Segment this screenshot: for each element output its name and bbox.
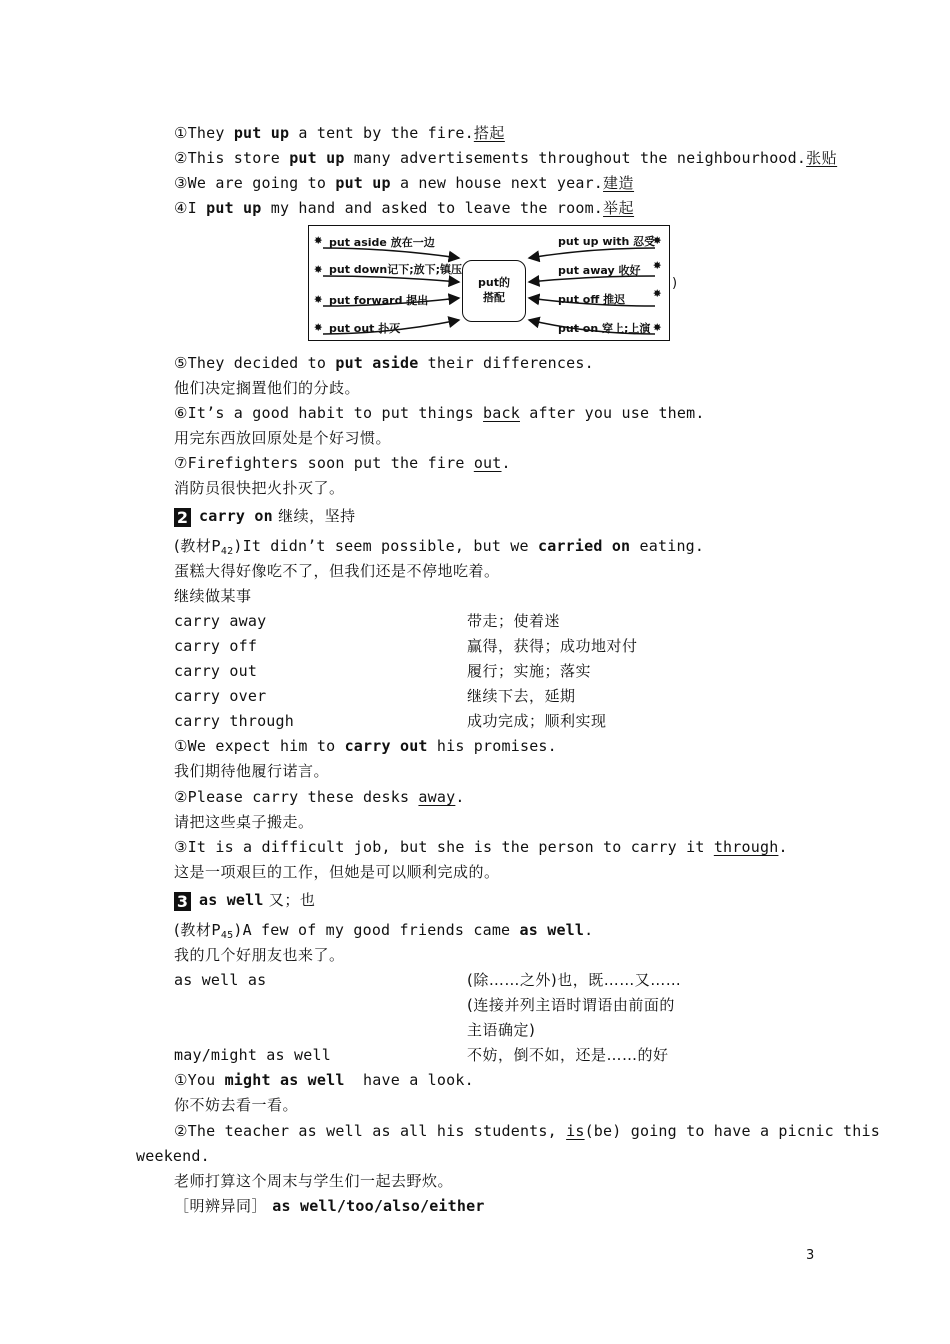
phrase-meaning: 带走；使着迷 bbox=[467, 612, 561, 630]
phrase-meaning: 主语确定) bbox=[467, 1021, 536, 1039]
splat-icon: ✸ bbox=[314, 319, 323, 335]
textbook-source-sentence: (教材$P_{42})It$ didn’t seem possible, but we carried on eating. bbox=[174, 537, 705, 557]
translation: 我的几个好朋友也来了。 bbox=[174, 946, 345, 964]
phrase-meaning: 继续下去，延期 bbox=[467, 687, 576, 705]
translation: 老师打算这个周末与学生们一起去野炊。 bbox=[174, 1172, 454, 1190]
splat-icon: ✸ bbox=[314, 232, 323, 248]
translation: 蛋糕大得好像吃不了，但我们还是不停地吃着。 bbox=[174, 562, 500, 580]
usage-note: 继续做某事 bbox=[174, 587, 252, 605]
example-as-well-as: ②The teacher as well as all his students, is(be) going to have a picnic this bbox=[174, 1122, 880, 1140]
section-3-heading: 3 as well 又；也 bbox=[174, 890, 315, 911]
diagram-right-label: put on 穿上;上演 bbox=[558, 322, 651, 335]
example-put-up-1: ①They put up a tent by the fire.搭起 bbox=[174, 124, 505, 142]
diagram-left-label: put forward 提出 bbox=[329, 294, 429, 307]
diagram-left-label: put out 扑灭 bbox=[329, 322, 401, 335]
splat-icon: ✸ bbox=[653, 319, 662, 335]
diagram-right-label: put away 收好 bbox=[558, 264, 641, 277]
example-might-as-well: ①You might as well have a look. bbox=[174, 1071, 474, 1089]
diagram-center-box bbox=[462, 260, 526, 322]
phrase-meaning: 赢得，获得；成功地对付 bbox=[467, 637, 638, 655]
compare-heading: ［明辨异同］ as well/too/also/either bbox=[174, 1197, 485, 1215]
phrase-meaning: (连接并列主语时谓语由前面的 bbox=[467, 996, 675, 1014]
phrase-row: may/might as well bbox=[174, 1046, 331, 1064]
section-2-heading: 2 carry on 继续，坚持 bbox=[174, 506, 356, 527]
example-put-back: ⑥It’s a good habit to put things back after you use them. bbox=[174, 404, 705, 422]
phrase-meaning: 成功完成；顺利实现 bbox=[467, 712, 607, 730]
example-wrap-line: weekend. bbox=[136, 1147, 210, 1165]
example-put-up-2: ②This store put up many advertisements throughout the neighbourhood.张贴 bbox=[174, 149, 838, 167]
phrase-row: carry out bbox=[174, 662, 258, 680]
translation: 你不妨去看一看。 bbox=[174, 1096, 299, 1114]
phrase-meaning: (除……之外)也，既……又…… bbox=[467, 971, 682, 989]
translation: 请把这些桌子搬走。 bbox=[174, 813, 314, 831]
phrase-meaning: 不妨，倒不如，还是……的好 bbox=[467, 1046, 669, 1064]
example-put-up-4: ④I put up my hand and asked to leave the room.举起 bbox=[174, 199, 635, 217]
put-collocation-diagram bbox=[308, 225, 670, 341]
splat-icon: ✸ bbox=[314, 261, 323, 277]
section-number-badge: 3 bbox=[174, 892, 191, 911]
example-carry-out: ①We expect him to carry out his promises. bbox=[174, 737, 557, 755]
phrase-row: as well as bbox=[174, 971, 267, 989]
example-put-aside: ⑤They decided to put aside their differences. bbox=[174, 354, 594, 372]
page-number: 3 bbox=[806, 1248, 815, 1263]
diagram-left-label: put down记下;放下;镇压 bbox=[329, 263, 463, 276]
diagram-center-line: 搭配 bbox=[483, 291, 505, 304]
diagram-center-line: put的 bbox=[478, 276, 510, 289]
phrase-row: carry over bbox=[174, 687, 267, 705]
example-put-up-3: ③We are going to put up a new house next year.建造 bbox=[174, 174, 635, 192]
diagram-right-label: put off 推迟 bbox=[558, 293, 626, 306]
section-number-badge: 2 bbox=[174, 508, 191, 527]
translation: 这是一项艰巨的工作，但她是可以顺利完成的。 bbox=[174, 863, 500, 881]
diagram-left-label: put aside 放在一边 bbox=[329, 236, 435, 249]
phrase-row: carry away bbox=[174, 612, 267, 630]
splat-icon: ✸ bbox=[653, 257, 662, 273]
example-carry-through: ③It is a difficult job, but she is the person to carry it through. bbox=[174, 838, 788, 856]
translation: 用完东西放回原处是个好习惯。 bbox=[174, 429, 392, 447]
phrase-meaning: 履行；实施；落实 bbox=[467, 662, 592, 680]
phrase-row: carry off bbox=[174, 637, 258, 655]
splat-icon: ✸ bbox=[314, 291, 323, 307]
phrase-row: carry through bbox=[174, 712, 294, 730]
diagram-right-label: put up with 忍受 bbox=[558, 235, 656, 248]
translation: 我们期待他履行诺言。 bbox=[174, 762, 330, 780]
splat-icon: ✸ bbox=[653, 232, 662, 248]
example-carry-away: ②Please carry these desks away. bbox=[174, 788, 465, 806]
textbook-source-sentence: (教材$P_{45})A$ few of my good friends came as well. bbox=[174, 921, 594, 941]
splat-icon: ✸ bbox=[653, 285, 662, 301]
translation: 消防员很快把火扑灭了。 bbox=[174, 479, 345, 497]
example-put-out: ⑦Firefighters soon put the fire out. bbox=[174, 454, 511, 472]
translation: 他们决定搁置他们的分歧。 bbox=[174, 379, 361, 397]
trailing-paren: ) bbox=[672, 276, 678, 291]
